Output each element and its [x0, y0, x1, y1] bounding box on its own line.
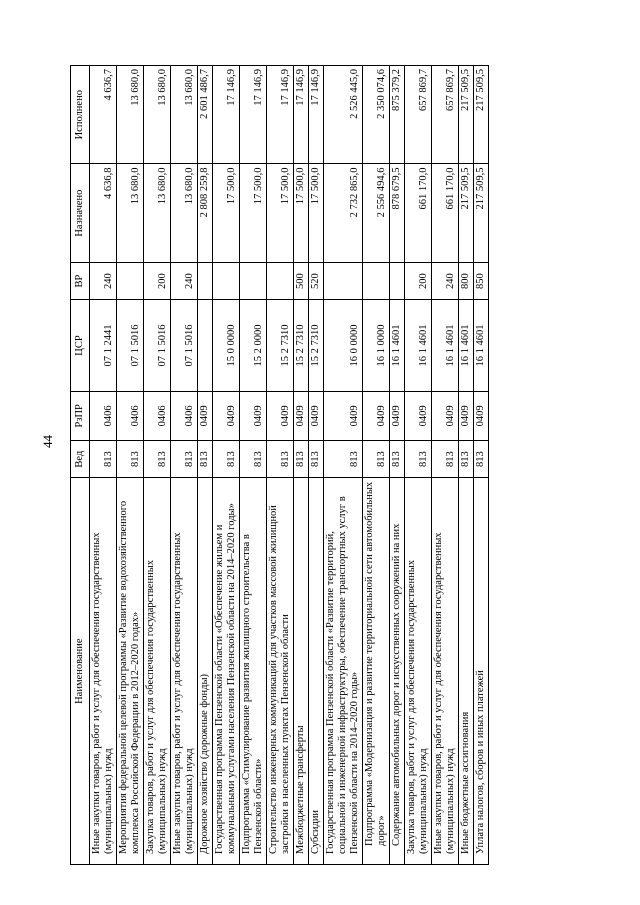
cell-csr: 16 1 4601	[405, 300, 432, 391]
cell-name: Подпрограмма «Модернизация и развитие территориальной сети автомобильных дорог»	[363, 478, 390, 865]
cell-ved: 813	[459, 440, 474, 477]
cell-name: Государственная программа Пензенской области «Развитие территорий, социальной и инженерной инфраструктуры, обеспечение транспортных услуг в Пензенской области на 2014–2020 годы»	[324, 478, 363, 865]
cell-ved: 813	[90, 440, 117, 477]
cell-csr: 15 2 7310	[267, 300, 294, 391]
cell-name: Подпрограмма «Стимулирование развития жилищного строительства в Пензенской области»	[240, 478, 267, 865]
cell-assigned: 217 509,5	[459, 164, 474, 262]
cell-ved: 813	[144, 440, 171, 477]
cell-ved: 813	[432, 440, 459, 477]
cell-name: Иные бюджетные ассигнования	[459, 478, 474, 865]
cell-assigned: 661 170,0	[432, 164, 459, 262]
cell-executed: 657 869,7	[405, 66, 432, 164]
cell-executed: 17 146,9	[213, 66, 240, 164]
cell-csr: 15 0 0000	[213, 300, 240, 391]
cell-csr: 16 1 4601	[474, 300, 489, 391]
header-name: Наименование	[71, 478, 90, 865]
cell-assigned: 13 680,0	[117, 164, 144, 262]
cell-assigned: 4 636,8	[90, 164, 117, 262]
cell-name: Дорожное хозяйство (дорожные фонды)	[198, 478, 213, 865]
cell-csr: 16 1 4601	[432, 300, 459, 391]
cell-name: Закупка товаров, работ и услуг для обеспечения государственных (муниципальных) нужд	[405, 478, 432, 865]
cell-ved: 813	[309, 440, 324, 477]
cell-name: Иные закупки товаров, работ и услуг для обеспечения государственных (муниципальных) нужд	[171, 478, 198, 865]
cell-rzpr: 0409	[213, 391, 240, 440]
cell-rzpr: 0406	[171, 391, 198, 440]
cell-vr: 500	[294, 262, 309, 299]
cell-vr	[198, 262, 213, 299]
cell-csr: 07 1 5016	[144, 300, 171, 391]
cell-name: Субсидии	[309, 478, 324, 865]
cell-csr: 15 2 7310	[309, 300, 324, 391]
table-row	[240, 66, 267, 865]
cell-vr	[213, 262, 240, 299]
cell-assigned: 17 500,0	[309, 164, 324, 262]
cell-executed: 217 509,5	[459, 66, 474, 164]
cell-csr: 15 2 0000	[240, 300, 267, 391]
cell-ved: 813	[363, 440, 390, 477]
table-row	[144, 66, 171, 865]
cell-assigned: 13 680,0	[171, 164, 198, 262]
cell-executed: 217 509,5	[474, 66, 489, 164]
cell-rzpr: 0406	[117, 391, 144, 440]
budget-table	[70, 65, 489, 865]
cell-vr	[117, 262, 144, 299]
header-vr: ВР	[71, 262, 90, 299]
cell-assigned: 2 556 494,6	[363, 164, 390, 262]
cell-ved: 813	[324, 440, 363, 477]
header-rzpr: РзПР	[71, 391, 90, 440]
cell-csr: 16 0 0000	[324, 300, 363, 391]
cell-name: Строительство инженерных коммуникаций для участков массовой жилищной застройки в населенных пунктах Пензенской области	[267, 478, 294, 865]
cell-ved: 813	[171, 440, 198, 477]
cell-vr	[240, 262, 267, 299]
cell-executed: 4 636,7	[90, 66, 117, 164]
cell-vr: 800	[459, 262, 474, 299]
cell-vr: 200	[144, 262, 171, 299]
cell-vr	[363, 262, 390, 299]
cell-executed: 17 146,9	[294, 66, 309, 164]
cell-csr: 07 1 5016	[117, 300, 144, 391]
cell-ved: 813	[213, 440, 240, 477]
cell-rzpr: 0406	[144, 391, 171, 440]
table-row	[267, 66, 294, 865]
cell-name: Межбюджетные трансферты	[294, 478, 309, 865]
cell-rzpr: 0406	[90, 391, 117, 440]
cell-vr: 240	[90, 262, 117, 299]
cell-ved: 813	[474, 440, 489, 477]
table-row	[90, 66, 117, 865]
cell-vr: 520	[309, 262, 324, 299]
cell-rzpr: 0409	[267, 391, 294, 440]
table-row	[171, 66, 198, 865]
table-row	[324, 66, 363, 865]
cell-ved: 813	[405, 440, 432, 477]
table-row	[459, 66, 474, 865]
cell-vr: 850	[474, 262, 489, 299]
cell-vr: 200	[405, 262, 432, 299]
header-ved: Вед	[71, 440, 90, 477]
cell-assigned: 2 732 865,0	[324, 164, 363, 262]
cell-executed: 13 680,0	[117, 66, 144, 164]
cell-rzpr: 0409	[405, 391, 432, 440]
table-row	[474, 66, 489, 865]
cell-executed: 13 680,0	[171, 66, 198, 164]
rotated-table-container	[70, 65, 610, 865]
header-csr: ЦСР	[71, 300, 90, 391]
header-executed: Исполнено	[71, 66, 90, 164]
table-row	[117, 66, 144, 865]
table-row	[363, 66, 390, 865]
cell-rzpr: 0409	[474, 391, 489, 440]
cell-assigned: 17 500,0	[294, 164, 309, 262]
cell-name: Уплата налогов, сборов и иных платежей	[474, 478, 489, 865]
cell-csr: 15 2 7310	[294, 300, 309, 391]
cell-executed: 17 146,9	[267, 66, 294, 164]
table-row	[390, 66, 405, 865]
cell-executed: 2 601 486,7	[198, 66, 213, 164]
cell-vr	[267, 262, 294, 299]
cell-csr: 07 1 2441	[90, 300, 117, 391]
cell-name: Закупка товаров, работ и услуг для обеспечения государственных (муниципальных) нужд	[144, 478, 171, 865]
cell-vr	[324, 262, 363, 299]
cell-assigned: 217 509,5	[474, 164, 489, 262]
header-assigned: Назначено	[71, 164, 90, 262]
cell-vr: 240	[432, 262, 459, 299]
cell-csr: 16 1 4601	[459, 300, 474, 391]
table-row	[198, 66, 213, 865]
cell-ved: 813	[390, 440, 405, 477]
cell-rzpr: 0409	[432, 391, 459, 440]
cell-assigned: 878 679,5	[390, 164, 405, 262]
table-row	[294, 66, 309, 865]
cell-csr: 07 1 5016	[171, 300, 198, 391]
cell-rzpr: 0409	[309, 391, 324, 440]
cell-executed: 2 350 074,6	[363, 66, 390, 164]
cell-executed: 13 680,0	[144, 66, 171, 164]
cell-assigned: 17 500,0	[240, 164, 267, 262]
cell-ved: 813	[198, 440, 213, 477]
cell-executed: 2 526 445,0	[324, 66, 363, 164]
cell-rzpr: 0409	[198, 391, 213, 440]
table-row	[405, 66, 432, 865]
cell-name: Мероприятия федеральной целевой программы «Развитие водохозяйственного комплекса Российской Федерации в 2012–2020 годах»	[117, 478, 144, 865]
cell-assigned: 17 500,0	[213, 164, 240, 262]
cell-vr	[390, 262, 405, 299]
table-header-row	[71, 66, 90, 865]
cell-executed: 657 869,7	[432, 66, 459, 164]
cell-name: Иные закупки товаров, работ и услуг для обеспечения государственных (муниципальных) нужд	[432, 478, 459, 865]
cell-ved: 813	[240, 440, 267, 477]
cell-ved: 813	[267, 440, 294, 477]
cell-csr: 16 1 0000	[363, 300, 390, 391]
cell-rzpr: 0409	[459, 391, 474, 440]
cell-name: Содержание автомобильных дорог и искусственных сооружений на них	[390, 478, 405, 865]
cell-executed: 17 146,9	[240, 66, 267, 164]
cell-rzpr: 0409	[324, 391, 363, 440]
cell-executed: 17 146,9	[309, 66, 324, 164]
cell-rzpr: 0409	[240, 391, 267, 440]
cell-name: Иные закупки товаров, работ и услуг для обеспечения государственных (муниципальных) нужд	[90, 478, 117, 865]
table-row	[432, 66, 459, 865]
cell-name: Государственная программа Пензенской области «Обеспечение жильем и коммунальными услугами населения Пензенской области на 2014–2020 годы»	[213, 478, 240, 865]
cell-csr	[198, 300, 213, 391]
cell-assigned: 661 170,0	[405, 164, 432, 262]
cell-assigned: 2 808 259,8	[198, 164, 213, 262]
cell-rzpr: 0409	[363, 391, 390, 440]
cell-rzpr: 0409	[390, 391, 405, 440]
cell-ved: 813	[294, 440, 309, 477]
cell-assigned: 17 500,0	[267, 164, 294, 262]
cell-vr: 240	[171, 262, 198, 299]
cell-csr: 16 1 4601	[390, 300, 405, 391]
cell-executed: 875 379,2	[390, 66, 405, 164]
table-row	[213, 66, 240, 865]
cell-assigned: 13 680,0	[144, 164, 171, 262]
cell-ved: 813	[117, 440, 144, 477]
cell-rzpr: 0409	[294, 391, 309, 440]
page-number: 44	[40, 435, 55, 448]
table-row	[309, 66, 324, 865]
